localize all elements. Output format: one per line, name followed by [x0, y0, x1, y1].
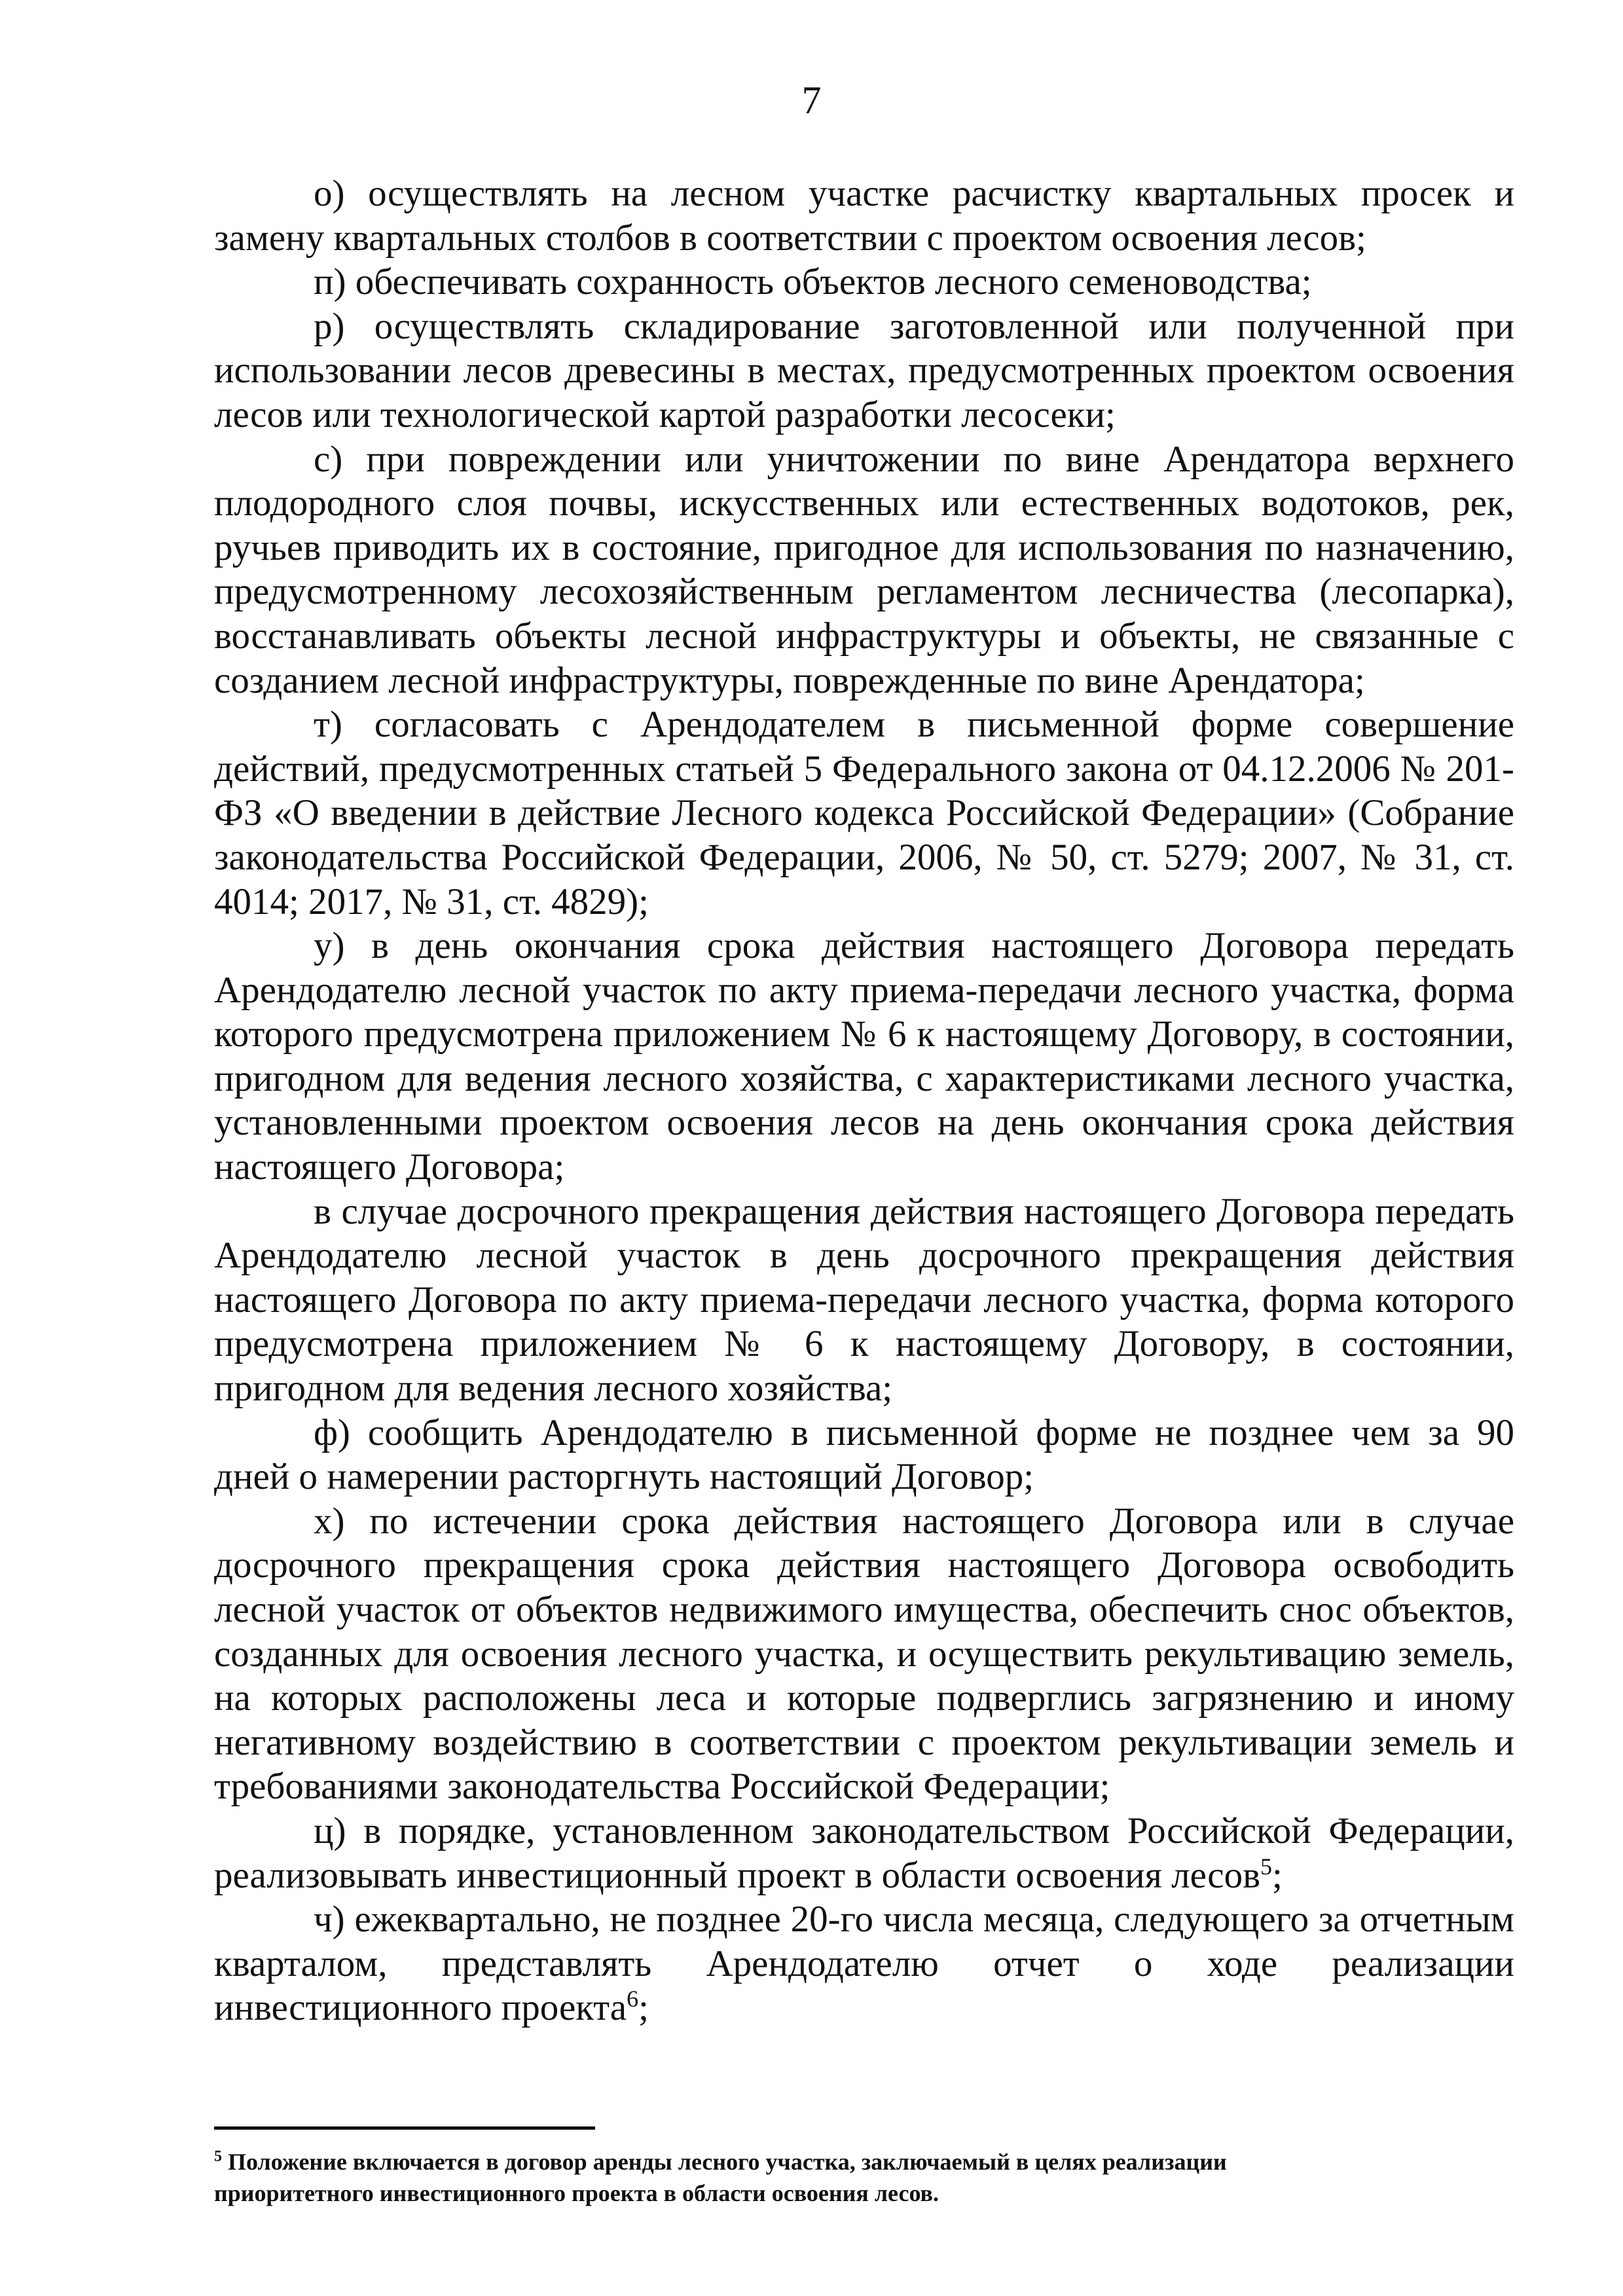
- paragraph-ts-text: ц) в порядке, установленном законодательством Российской Федерации, реализовывать инвестиционный проект в области освоения лесов: [214, 1810, 1514, 1896]
- paragraph-t: т) согласовать с Арендодателем в письменной форме совершение действий, предусмотренных статьей 5 Федерального закона от 04.12.2006 № 201-ФЗ «О введении в действие Лесного кодекса Российской Федерации» (Собрание законодательства Российской Федерации, 2006, № 50, ст. 5279; 2007, № 31, ст. 4014; 2017, № 31, ст. 4829);: [214, 704, 1514, 922]
- footnote-ref-6: 6: [627, 1986, 639, 2013]
- footnote-separator: [214, 2126, 595, 2130]
- footnote-text: Положение включается в договор аренды лесного участка, заключаемый в целях реализации приоритетного инвестиционного проекта в области освоения лесов.: [214, 2149, 1227, 2206]
- paragraph-o: о) осуществлять на лесном участке расчистку квартальных просек и замену квартальных столбов в соответствии с проектом освоения лесов;: [214, 173, 1514, 259]
- paragraph-s: с) при повреждении или уничтожении по вине Арендатора верхнего плодородного слоя почвы, искусственных или естественных водотоков, рек, ручьев приводить их в состояние, пригодное для использования по назначению, предусмотренному лесохозяйственным регламентом лесничества (лесопарка), восстанавливать объекты лесной инфраструктуры и объекты, не связанные с созданием лесной инфраструктуры, поврежденные по вине Арендатора;: [214, 438, 1514, 701]
- paragraph-f: ф) сообщить Арендодателю в письменной форме не позднее чем за 90 дней о намерении расторгнуть настоящий Договор;: [214, 1412, 1514, 1498]
- page-number: 7: [801, 79, 822, 122]
- footnote-marker: 5: [214, 2148, 222, 2165]
- paragraph-u-early-termination: в случае досрочного прекращения действия настоящего Договора передать Арендодателю лесной участок в день досрочного прекращения действия настоящего Договора по акту приема-передачи лесного участка, форма которого предусмотрена приложением № 6 к настоящему Договору, в состоянии, пригодном для ведения лесного хозяйства;: [214, 1190, 1514, 1410]
- paragraph-ts-end: ;: [1272, 1854, 1283, 1896]
- paragraph-h: х) по истечении срока действия настоящего Договора или в случае досрочного прекращения срока действия настоящего Договора освободить лесной участок от объектов недвижимого имущества, обеспечить снос объектов, созданных для освоения лесного участка, и осуществить рекультивацию земель, на которых расположены леса и которые подверглись загрязнению и иному негативному воздействию в соответствии с проектом рекультивации земель и требованиями законодательства Российской Федерации;: [214, 1500, 1514, 1808]
- paragraph-ts: [214, 1809, 1514, 1897]
- paragraph-ch-text: ч) ежеквартально, не позднее 20-го числа месяца, следующего за отчетным кварталом, представлять Арендодателю отчет о ходе реализации инвестиционного проекта: [214, 1899, 1514, 2029]
- paragraph-ch-end: ;: [638, 1987, 649, 2029]
- paragraph-p: п) обеспечивать сохранность объектов лесного семеноводства;: [314, 261, 1312, 303]
- contract-body: [214, 172, 1514, 2030]
- paragraph-u: у) в день окончания срока действия настоящего Договора передать Арендодателю лесной участок по акту приема-передачи лесного участка, форма которого предусмотрена приложением № 6 к настоящему Договору, в состоянии, пригодном для ведения лесного хозяйства, с характеристиками лесного участка, установленными проектом освоения лесов на день окончания срока действия настоящего Договора;: [214, 925, 1514, 1188]
- paragraph-ch: [214, 1897, 1514, 2030]
- footnote-5: [214, 2146, 1327, 2209]
- footnote-ref-5: 5: [1260, 1853, 1273, 1880]
- paragraph-r: р) осуществлять складирование заготовленной или полученной при использовании лесов древесины в местах, предусмотренных проектом освоения лесов или технологической картой разработки лесосеки;: [214, 305, 1514, 435]
